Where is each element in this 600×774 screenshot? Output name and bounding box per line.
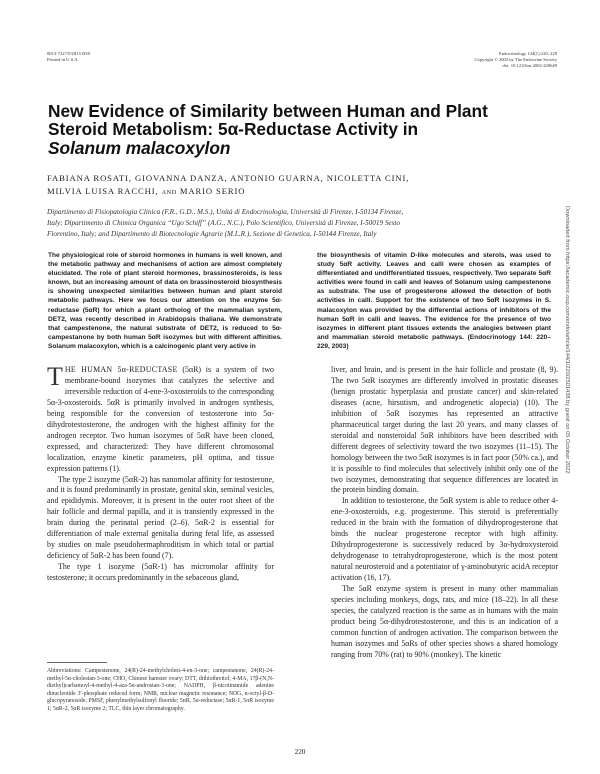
- doi-line: doi: 10.1210/en.2002-220649: [502, 62, 557, 68]
- author-list: [47, 172, 547, 200]
- download-watermark: Downloaded from https://academic.oup.com/endo/article/144/1/220/2501438 by guest on 05 October 2022: [564, 206, 570, 474]
- right-paragraph-2: In addition to testosterone, the 5αR system is able to reduce other 4-ene-3-oxosteroids, e.g. progesterone. This steroid is preferentially reduced in the brain with the formation of dihydroprogesterone that binds the nuclear progesterone receptor with high affinity. Dihydroprogesterone is successively reduced by 3α-hydroxysteroid dehydrogenase to tetrahydroprogesterone, which is the most potent natural neurosteroid and a potentiator of γ-aminobutyric acidA receptor activation (16, 17).: [331, 496, 558, 583]
- intro-paragraph-1: [47, 362, 274, 475]
- drop-cap: T: [47, 362, 63, 391]
- journal-citation: Endocrinology 144(1):220–229: [498, 51, 557, 56]
- authors-line-2: [47, 185, 547, 200]
- abstract-text-right: the biosynthesis of vitamin D-like molecules and sterols, was used to study 5αR activity. Leaves and calli were chosen as examples of differentiated and undifferentiated tissues, respectively. Two separate 5αR activities were found in calli and leaves of Solanum using campestenone as substrate. The use of progesterone allowed the detection of both activities in calli. Support for the existence of two 5αR isozymes in S. malacoxylon was provided by the differential actions of inhibitors of the human 5αR in calli and leaves. The evidence for the presence of two isozymes in different plant tissues extends the analogies between plant and mammalian steroid metabolic pathways. (Endocrinology 144: 220–229, 2003): [317, 252, 551, 350]
- authors-and: AND: [161, 188, 177, 196]
- abstract-right: [317, 251, 551, 351]
- authors-line-1: FABIANA ROSATI, GIOVANNA DANZA, ANTONIO GUARNA, NICOLETTA CINI,: [47, 173, 410, 183]
- title-line-1: New Evidence of Similarity between Human and Plant: [48, 101, 488, 121]
- intro-lead-in: HE HUMAN 5α-REDUCTASE: [64, 365, 178, 374]
- body-column-right: [331, 365, 558, 661]
- abstract-text-left: The physiological role of steroid hormones in humans is well known, and the metabolic pathway and mechanisms of action are almost completely elucidated. The role of plant steroid hormones, brassinosteroids, is less known, but an increasing amount of data on brassinosteroid biosynthesis is showing unexpected similarities between human and plant steroid metabolic pathways. Here we focus our attention on the enzyme 5α-reductase (5αR) for which a plant ortholog of the mammalian system, DET2, was recently described in Arabidopsis thaliana. We demonstrate that campestenone, the natural substrate of DET2, is reduced to 5α-campestanone by both human 5αR isozymes but with different affinities. Solanum malacoxylon, which is a calcinogenic plant very active in: [48, 252, 282, 350]
- intro-paragraph-2: The type 2 isozyme (5αR-2) has nanomolar affinity for testosterone, and it is found predominantly in prostate, genital skin, seminal vesicles, and epididymis. Moreover, it is present in the outer root sheet of the hair follicle and dermal papilla, and it is transiently expressed in the brain during the perinatal period (2–6). 5αR-2 is essential for differentiation of male external genitalia during fetal life, as assessed by studies on male pseudohermaphroditism in which total or partial deficiency of 5αR-2 has been found (7).: [47, 474, 274, 561]
- printed-in: Printed in U.S.A.: [47, 56, 79, 62]
- body-column-left: [47, 362, 274, 584]
- citation-header: [437, 51, 557, 68]
- intro-text-1: (5αR) is a system of two membrane-bound isozymes that catalyzes the selective and irreversible reduction of 4-ene-3-oxosteroids to the corresponding 5α-3-oxosteroids. 5αR is primarily involved in androgen synthesis, being responsible for the conversion of testosterone into 5α-dihydrotestosterone, the androgen with the highest affinity for the androgen receptor. Two human isozymes of 5αR have been cloned, expressed, and characterized: They have different chromosomal localization, enzyme kinetic parameters, pH optima, and tissue expression patterns (1).: [47, 365, 274, 473]
- title-species: Solanum malacoxylon: [48, 137, 231, 158]
- intro-paragraph-3: The type 1 isozyme (5αR-1) has micromolar affinity for testosterone; it occurs predominantly in the sebaceous gland,: [47, 562, 274, 583]
- right-paragraph-3: The 5αR enzyme system is present in many other mammalian species including monkeys, dogs, rats, and mice (18–22). In all these species, the catalyzed reaction is the same as in humans with the main product being 5α-dihydrotestosterone, and this is an indication of a common function of androgen activation. The comparison between the human isozymes and 5αRs of other species shows a shared homology ranging from 70% (rat) to 90% (monkey). The kinetic: [331, 584, 558, 659]
- copyright-line: Copyright © 2003 by The Endocrine Society: [474, 56, 557, 62]
- affiliation-line-3: Fiorentino, Italy; and Dipartimento di Biotecnologie Agrarie (M.L.R.), Sezione di Genetica, I-50144 Firenze, Italy: [47, 230, 377, 239]
- footnote-divider: [47, 662, 107, 663]
- right-paragraph-1: liver, and brain, and is present in the hair follicle and prostate (8, 9). The two 5αR isozymes are differently involved in prostatic diseases (benign prostatic hyperplasia and prostate cancer) and skin-related diseases (acne, hirsutism, and androgenetic alopecia) (10). The inhibition of 5αR isozymes has represented an attractive pharmaceutical target during the last 20 years, and many classes of steroidal and nonsteroidal 5αR inhibitors have been described with different degrees of selectivity toward the two isozymes (11–15). The homology between the two 5αR isozymes is in fact poor (50% ca.), and it is possible to find molecules that selectively inhibit only one of the two isozymes, demonstrating that sequence differences are located in the protein binding domain.: [331, 365, 558, 495]
- issn-price: 0013-7227/03/$15.00/0: [47, 51, 91, 56]
- article-title: [48, 102, 528, 157]
- author-serio: MARIO SERIO: [179, 185, 246, 196]
- title-line-2: Steroid Metabolism: 5α-Reductase Activity in: [48, 119, 419, 140]
- affiliation-line-2: Italy; Dipartimento di Chimica Organica “Ugo Schiff” (A.G., N.C.), Polo Scientifico, Università di Firenze, I-50019 Sesto: [47, 219, 401, 228]
- abstract-left: [48, 251, 282, 351]
- affiliation-line-1: Dipartimento di Fisiopatologia Clinica (F.R., G.D., M.S.), Unità di Endocrinologia, Università di Firenze, I-50134 Firenze,: [47, 208, 404, 216]
- affiliations: [47, 207, 552, 240]
- page-number: 220: [294, 748, 306, 756]
- author-racchi: MILVIA LUISA RACCHI,: [47, 185, 159, 196]
- journal-code: [47, 51, 90, 63]
- abbreviations-footnote: Abbreviations: Campestenone, 24(R)-24-methylcholest-4-en-3-one; campestanone, 24(R)-24-methyl-5α-cholestan-3-one; CHO, Chinese hamster ovary; DTT, dithiothreitol; 4-MA, 17β-(N,N-diethyl)carbamoyl-4-methyl-4-aza-5α-androstan-3-one; NADPH, β-nicotinamide adenine dinucleotide 3′-phosphate reduced form; NMR, nuclear magnetic resonance; NOG, n-octyl-β-D-glucopyranoside; PMSF, phenylmethylsulfonyl fluoride; 5αR, 5α-reductase; 5αR-1, 5αR isozyme 1; 5αR-2, 5αR isozyme 2; TLC, thin layer chromatography.: [47, 668, 274, 712]
